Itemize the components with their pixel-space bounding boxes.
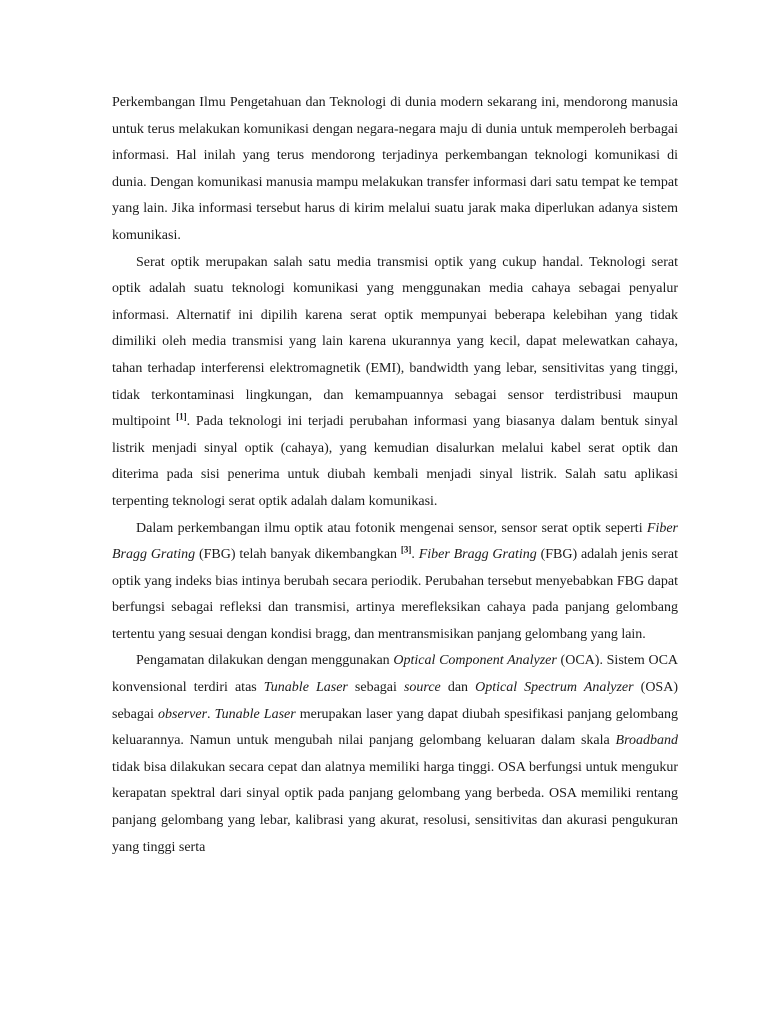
document-page: [112, 90, 678, 861]
paragraph-text: .: [207, 706, 215, 722]
paragraph-text: Dalam perkembangan ilmu optik atau fotonik mengenai sensor, sensor serat optik seperti: [136, 520, 647, 536]
paragraph-text: (FBG) adalah jenis serat optik yang indeks bias intinya berubah secara periodik. Perubahan tersebut menyebabkan FBG dapat berfungsi sebagai refleksi dan transmisi, artinya merefleksikan cahaya pada panjang gelombang tertentu yang sesuai dengan kondisi bragg, dan mentransmisikan panjang gelombang yang lain.: [112, 547, 678, 642]
paragraph-text: merupakan laser yang dapat diubah spesifikasi panjang gelombang keluarannya. Namun untuk mengubah nilai panjang gelombang keluaran dalam skala: [112, 706, 679, 749]
paragraph-1: [112, 90, 678, 250]
italic-term: Fiber Bragg Grating: [418, 547, 537, 563]
italic-term: Tunable Laser: [263, 680, 348, 696]
paragraph-text: (OCA). Sistem OCA konvensional terdiri atas: [112, 653, 679, 696]
paragraph-text: dan: [440, 680, 476, 696]
citation-reference: [1]: [176, 411, 187, 422]
paragraph-text: sebagai: [347, 680, 404, 696]
paragraph-text: tidak bisa dilakukan secara cepat dan alatnya memiliki harga tinggi. OSA berfungsi untuk mengukur kerapatan spektral dari sinyal optik pada panjang gelombang yang berbeda. OSA memiliki rentang panjang gelombang yang lebar, kalibrasi yang akurat, resolusi, sensitivitas dan akurasi pengukuran yang tinggi serta: [112, 759, 678, 855]
paragraph-text: (OSA) sebagai: [112, 680, 678, 722]
paragraph-3: [112, 516, 678, 649]
paragraph-text: Perkembangan Ilmu Pengetahuan dan Teknologi di dunia modern sekarang ini, mendorong manusia untuk terus melakukan komunikasi dengan negara-negara maju di dunia untuk memperoleh berbagai informasi. Hal inilah yang terus mendorong terjadinya perkembangan teknologi komunikasi di dunia. Dengan komunikasi manusia mampu melakukan transfer informasi dari satu tempat ke tempat yang lain. Jika informasi tersebut harus di kirim melalui suatu jarak maka diperlukan adanya sistem komunikasi.: [112, 95, 678, 243]
paragraph-text: (FBG) telah banyak dikembangkan: [195, 547, 401, 563]
italic-term: source: [403, 680, 441, 696]
italic-term: Optical Component Analyzer: [393, 653, 557, 669]
paragraph-text: . Pada teknologi ini terjadi perubahan informasi yang biasanya dalam bentuk sinyal listrik menjadi sinyal optik (cahaya), yang kemudian disalurkan melalui kabel serat optik dan diterima pada sisi penerima untuk diubah kembali menjadi sinyal listrik. Salah satu aplikasi terpenting teknologi serat optik adalah dalam komunikasi.: [112, 414, 678, 509]
citation-reference: [3]: [400, 544, 412, 555]
italic-term: observer: [158, 706, 208, 722]
paragraph-4: [112, 648, 678, 861]
italic-term: Broadband: [615, 733, 678, 749]
paragraph-text: Serat optik merupakan salah satu media transmisi optik yang cukup handal. Teknologi serat optik adalah suatu teknologi komunikasi yang menggunakan media cahaya sebagai penyalur informasi. Alternatif ini dipilih karena serat optik mempunyai beberapa kelebihan yang tidak dimiliki oleh media transmisi yang lain karena ukurannya yang kecil, dapat melewatkan cahaya, tahan terhadap interferensi elektromagnetik (EMI), bandwidth yang lebar, sensitivitas yang tinggi, tidak terkontaminasi lingkungan, dan kemampuannya sebagai sensor terdistribusi maupun multipoint: [112, 254, 678, 430]
italic-term: Tunable Laser: [214, 706, 296, 722]
paragraph-text: Pengamatan dilakukan dengan menggunakan: [136, 653, 394, 669]
italic-term: Fiber Bragg Grating: [112, 520, 678, 563]
paragraph-2: [112, 250, 678, 516]
italic-term: Optical Spectrum Analyzer: [475, 680, 634, 696]
paragraph-text: .: [411, 547, 419, 563]
